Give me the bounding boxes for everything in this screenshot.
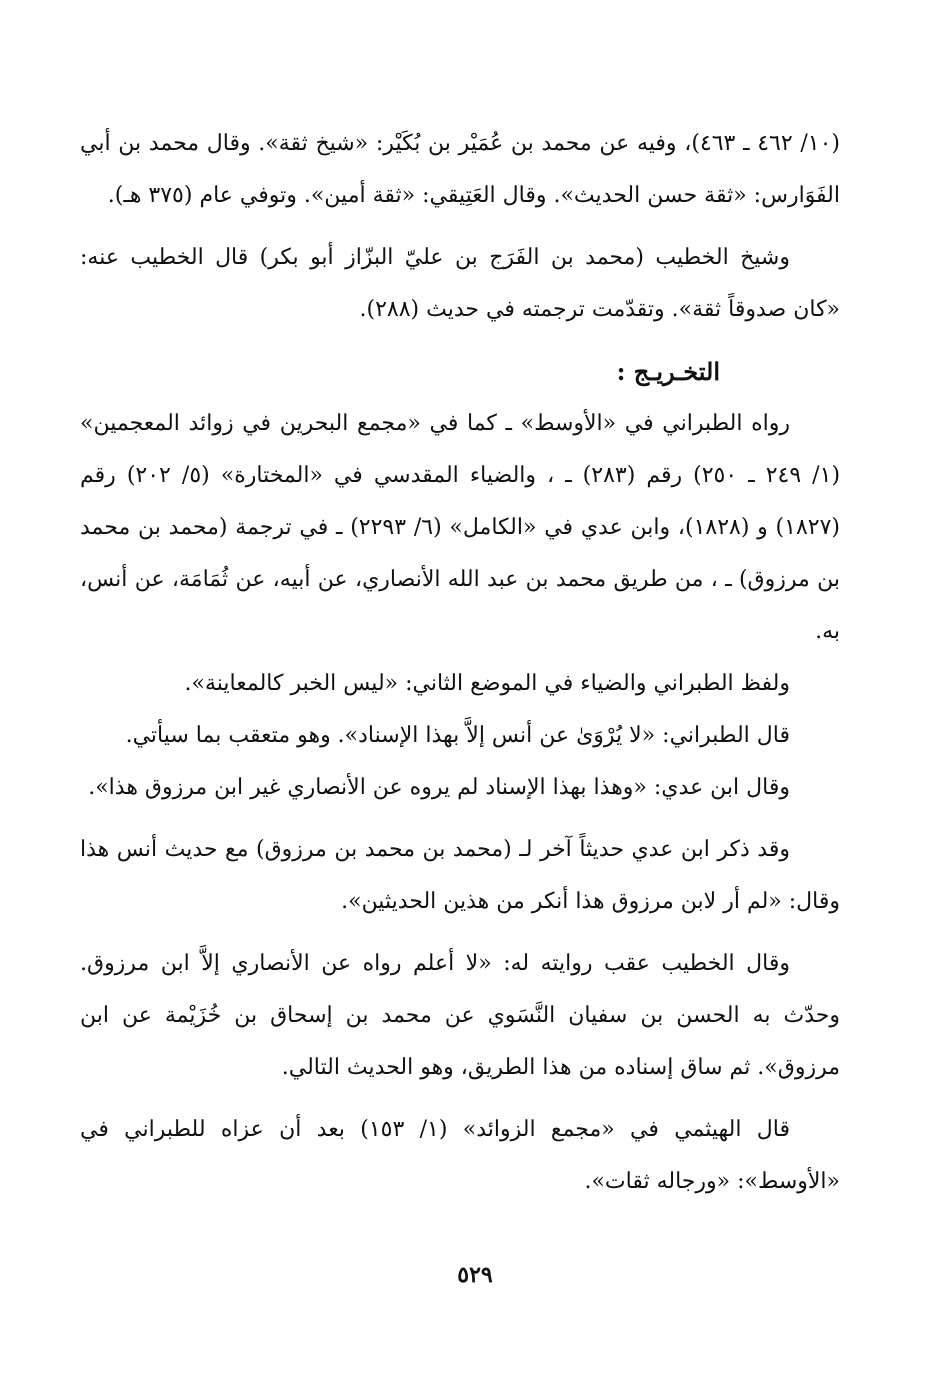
paragraph-khatib-shaykh: وشيخ الخطيب (محمد بن الفَرَج بن عليّ البزّاز أبو بكر) قال الخطيب عنه: «كان صدوقاً ثقة». وتقدّمت ترجمته في حديث (٢٨٨). [80,245,840,322]
paragraph-footnote-continuation: (١٠/ ٤٦٢ ـ ٤٦٣)، وفيه عن محمد بن عُمَيْر بن بُكَيْر: «شيخ ثقة». وقال محمد بن أبي الفَوَارس: «ثقة حسن الحديث». وقال العَتِيقي: «ثقة أمين». وتوفي عام (٣٧٥ هـ). [80,131,840,208]
page-number: ٥٢٩ [457,1262,493,1288]
paragraph-ibn-adi-other-hadith: وقد ذكر ابن عدي حديثاً آخر لـ (محمد بن محمد بن مرزوق) مع حديث أنس هذا وقال: «لم أر لابن مرزوق هذا أنكر من هذين الحديثين». [80,837,840,914]
page-body [80,118,840,1208]
paragraph-haythami-comment: قال الهيثمي في «مجمع الزوائد» (١/ ١٥٣) بعد أن عزاه للطبراني في «الأوسط»: «ورجاله ثقات». [80,1117,840,1194]
paragraph-tabarani-wording: ولفظ الطبراني والضياء في الموضع الثاني: «ليس الخبر كالمعاينة». [184,671,790,696]
paragraph-tabarani-comment: قال الطبراني: «لا يُرْوَىٰ عن أنس إلاَّ بهذا الإسناد». وهو متعقب بما سيأتي. [125,723,790,748]
paragraph-ibn-adi-comment: وقال ابن عدي: «وهذا بهذا الإسناد لم يروه عن الأنصاري غير ابن مرزوق هذا». [88,775,790,800]
section-heading-takhrij: التخـريـج : [616,357,720,386]
paragraph-takhrij-sources: رواه الطبراني في «الأوسط» ـ كما في «مجمع البحرين في زوائد المعجمين» (١/ ٢٤٩ ـ ٢٥٠) رقم (٢٨٣) ـ ، والضياء المقدسي في «المختارة» (٥/ ٢٠٢) رقم (١٨٢٧) و (١٨٢٨)، وابن عدي في «الكامل» (٦/ ٢٢٩٣) ـ في ترجمة (محمد بن محمد بن مرزوق) ـ ، من طريق محمد بن عبد الله الأنصاري، عن أبيه، عن ثُمَامَة، عن أنس، به. [80,411,841,644]
paragraph-khatib-comment: وقال الخطيب عقب روايته له: «لا أعلم رواه عن الأنصاري إلاَّ ابن مرزوق. وحدّث به الحسن بن سفيان النَّسَوي عن محمد بن إسحاق بن خُزَيْمة عن ابن مرزوق». ثم ساق إسناده من هذا الطريق، وهو الحديث التالي. [80,951,840,1080]
